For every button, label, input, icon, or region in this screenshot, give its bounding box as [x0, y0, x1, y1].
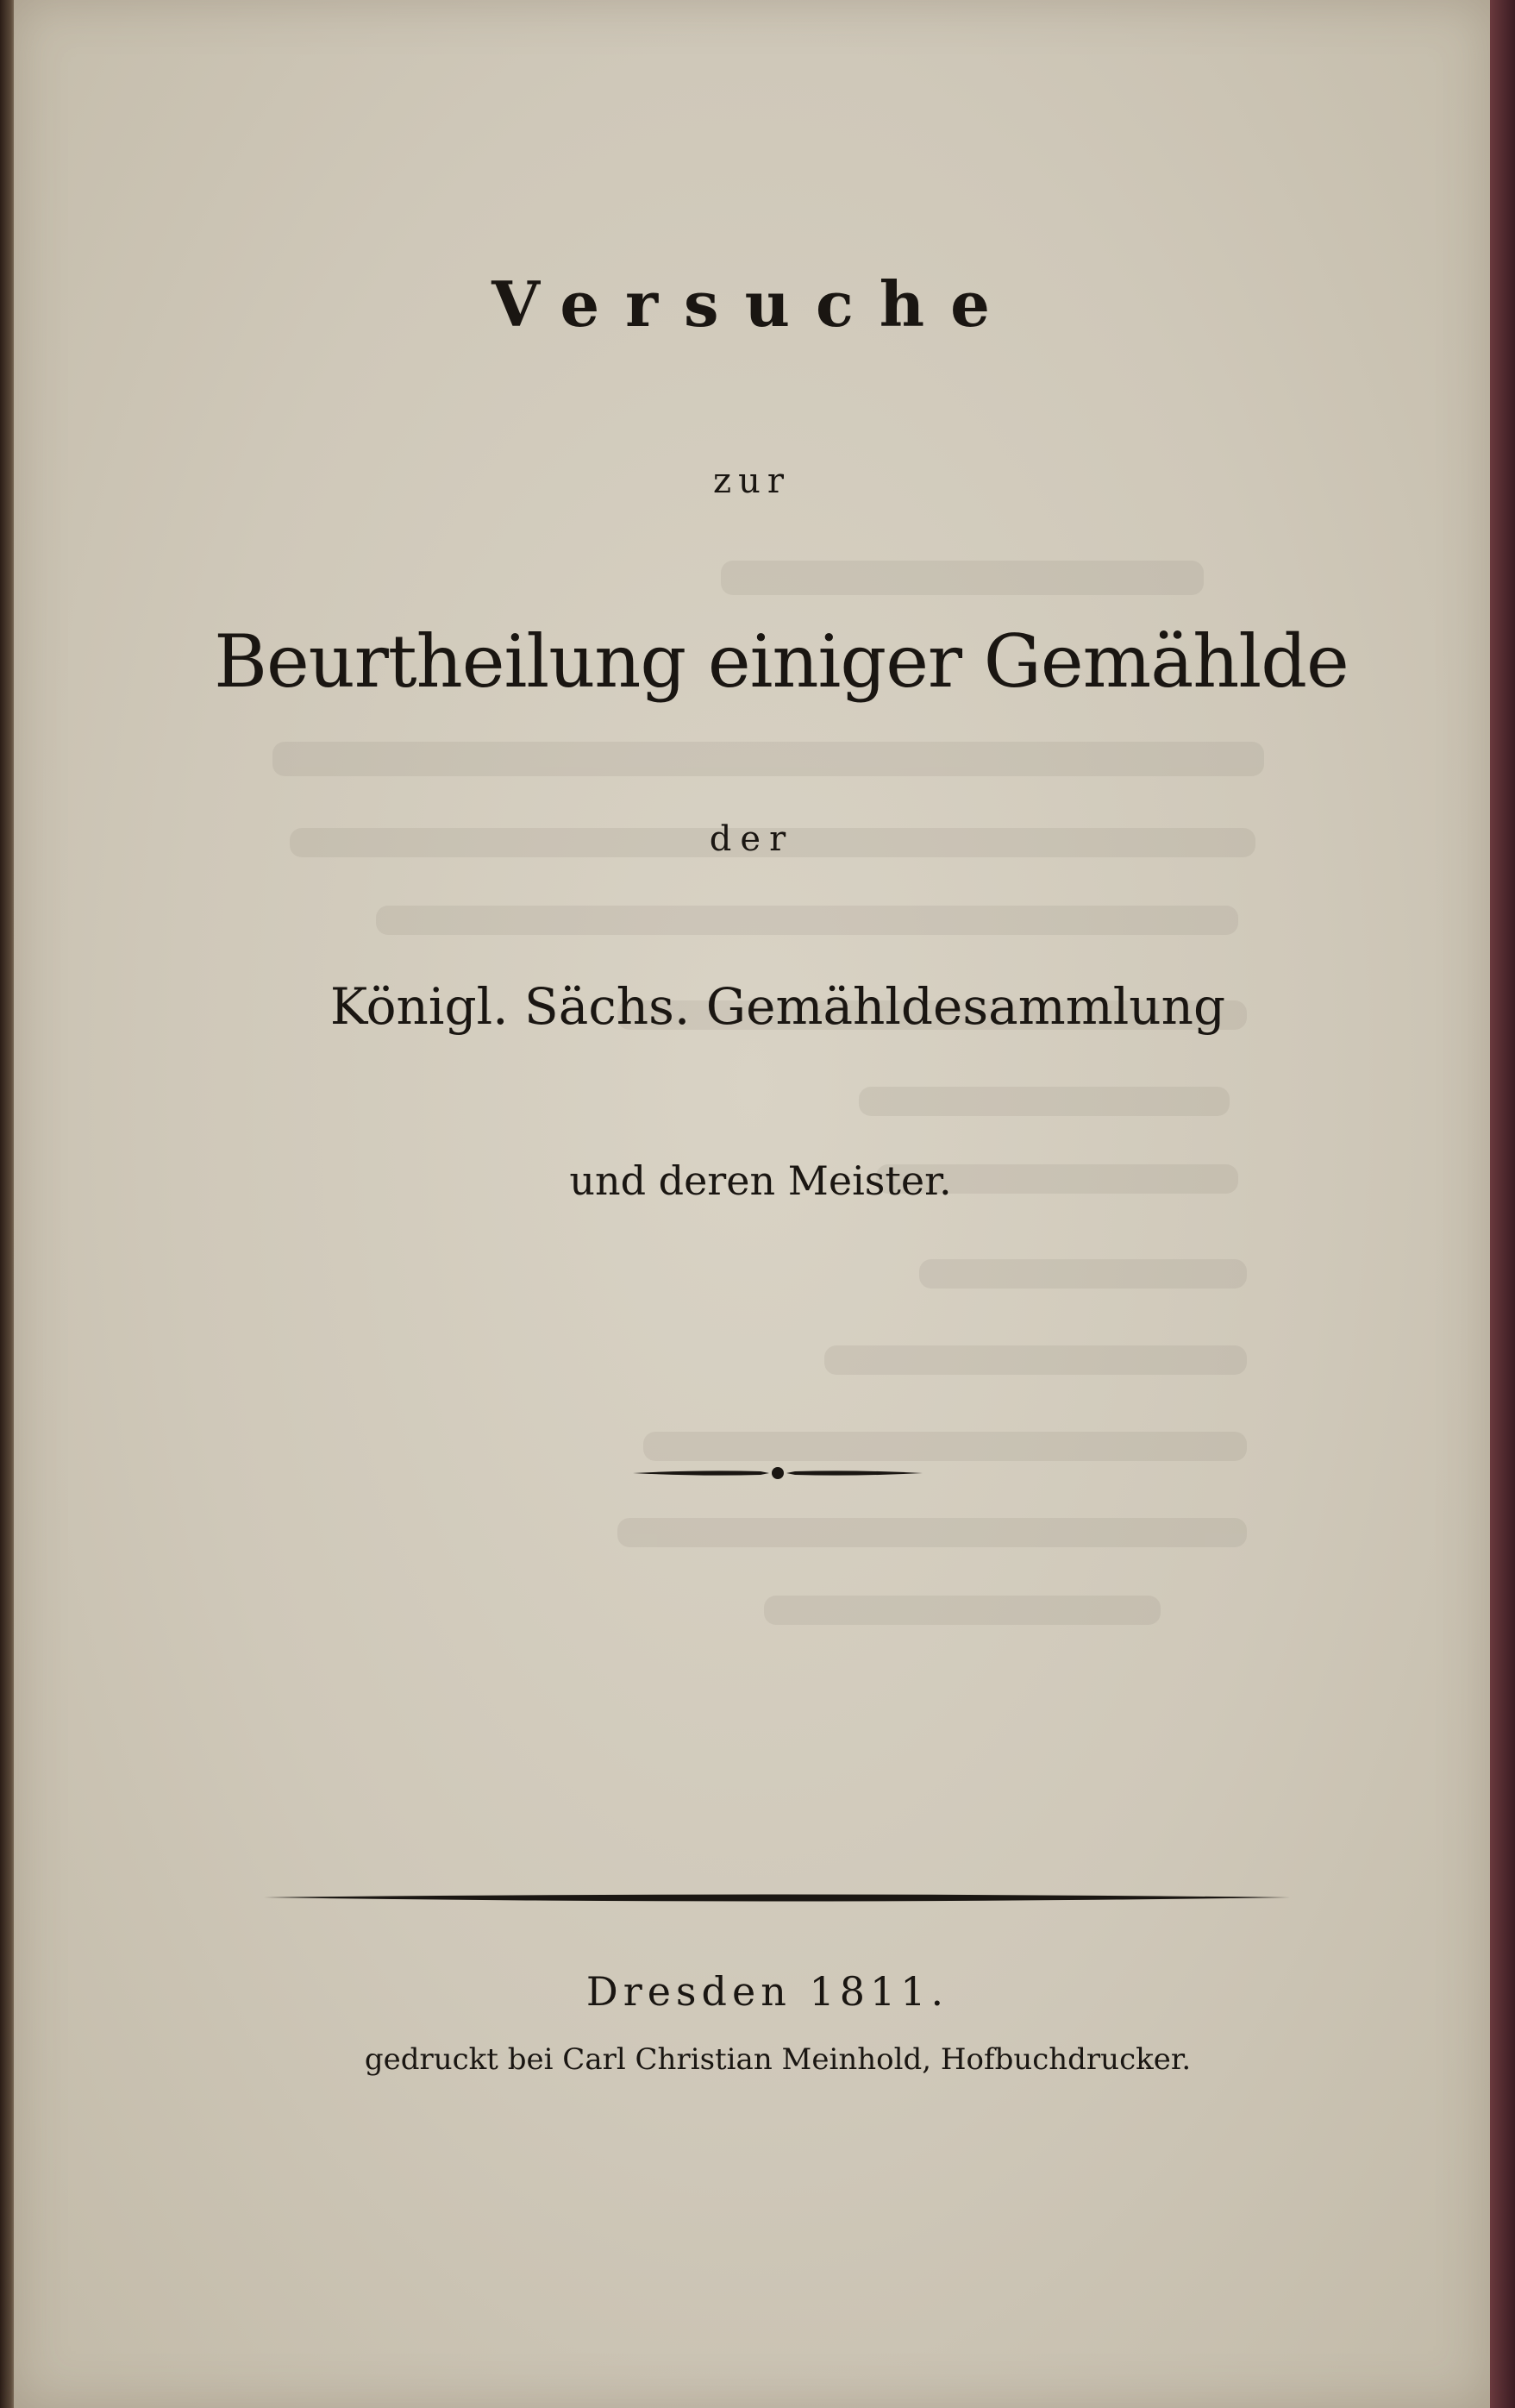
- title-page: [14, 0, 1490, 2408]
- collection-title: Königl. Sächs. Gemähldesammlung: [329, 977, 1226, 1036]
- connector-der: der: [709, 819, 795, 859]
- ornament-divider: [631, 1463, 924, 1483]
- connector-zur: zur: [713, 461, 791, 501]
- horizontal-rule: [264, 1889, 1290, 1908]
- imprint-place-year: Dresden 1811.: [585, 1968, 949, 2015]
- main-title: Versuche: [491, 267, 1016, 341]
- masters-line: und deren Meister.: [569, 1157, 952, 1204]
- subject-title: Beurtheilung einiger Gemählde: [214, 619, 1349, 704]
- imprint-printer: gedruckt bei Carl Christian Meinhold, Hofbuchdrucker.: [364, 2042, 1192, 2077]
